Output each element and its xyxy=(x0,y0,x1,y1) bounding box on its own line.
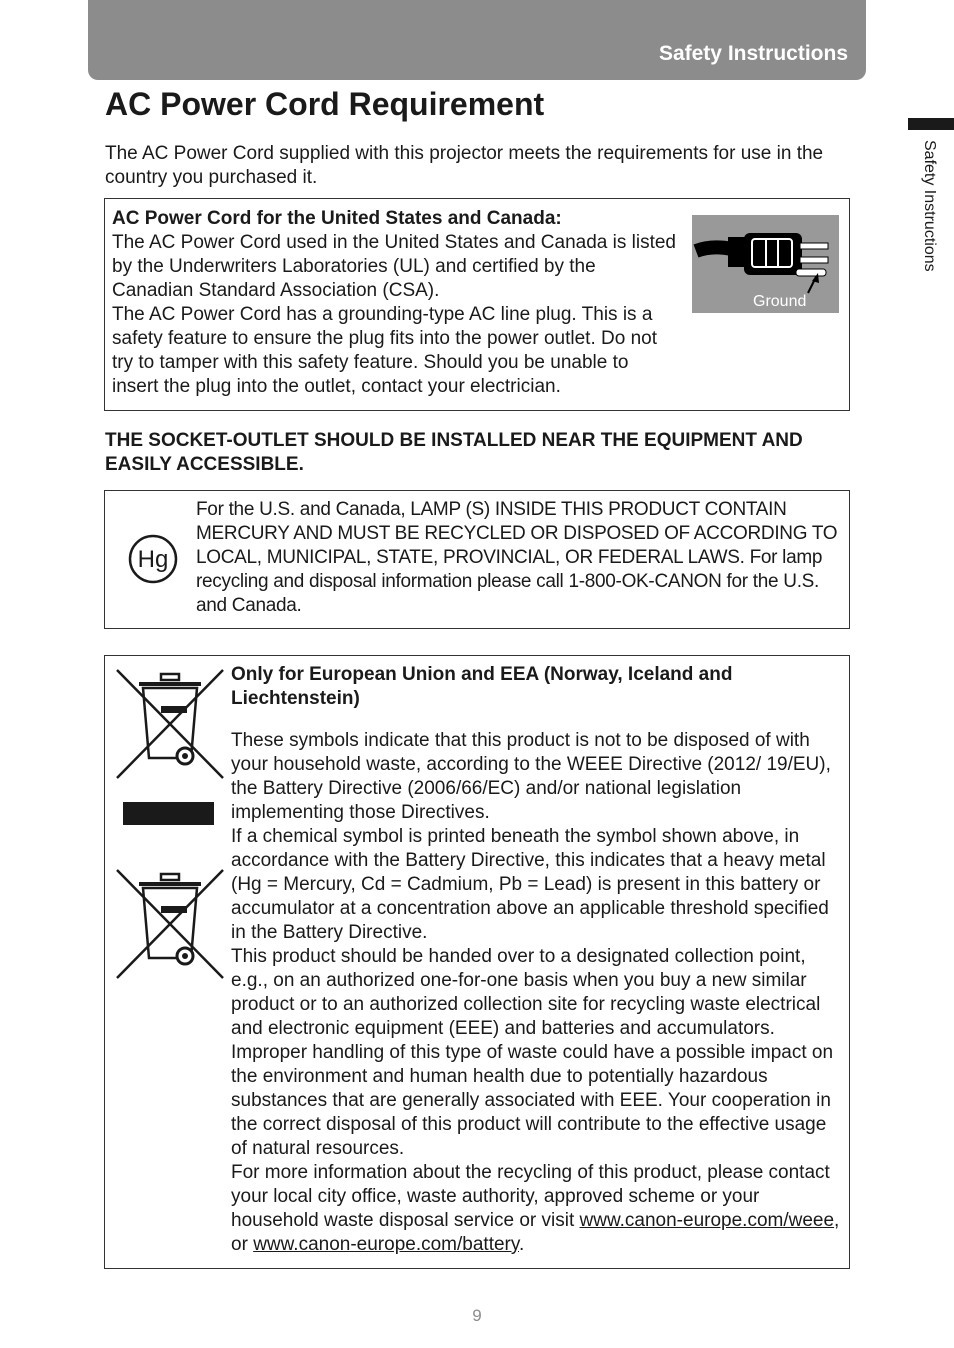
end-period: . xyxy=(518,1234,525,1255)
eu-paragraph-2: If a chemical symbol is printed beneath the symbol shown above, in accordance with the Battery Directive, this indicates that a heavy metal (Hg = Mercury, Cd = Cadmium, Pb = Lead) is present in this battery or accumulator at a concentration above an applicable threshold specified in the Battery Directive. xyxy=(231,826,829,943)
page-number: 9 xyxy=(472,1306,482,1325)
eu-heading: Only for European Union and EEA (Norway, Iceland and Liechtenstein) xyxy=(231,664,733,709)
ground-label: Ground xyxy=(753,293,807,310)
eu-weee-box xyxy=(104,655,850,1269)
section-title: Safety Instructions xyxy=(658,42,848,65)
eu-paragraph-4-text: For more information about the recycling of this product, please contact your local city office, waste authority, approved scheme or your household waste disposal service or visit xyxy=(231,1162,830,1231)
us-canada-paragraph-1: The AC Power Cord used in the United States and Canada is listed by the Underwriters Laboratories (UL) and certified by the Canadian Standard Association (CSA). xyxy=(112,232,676,301)
link-separator: , or xyxy=(231,1210,840,1255)
us-canada-box xyxy=(104,198,850,411)
header-bar xyxy=(88,0,866,80)
crossed-out-bin-icon xyxy=(111,666,227,782)
us-canada-paragraph-2: The AC Power Cord has a grounding-type AC line plug. This is a safety feature to ensure the plug fits into the power outlet. Do not try to tamper with this safety feature. Should you be unable to insert the plug into the outlet, contact your electrician. xyxy=(112,304,657,397)
mercury-notice-box xyxy=(104,490,850,629)
side-tab-label[interactable]: Safety Instructions xyxy=(921,140,938,272)
crossed-out-bin-icon xyxy=(111,866,227,982)
side-tab-marker xyxy=(908,118,954,130)
mercury-notice-text: For the U.S. and Canada, LAMP (S) INSIDE THIS PRODUCT CONTAIN MERCURY AND MUST BE RECYCLED OR DISPOSED OF ACCORDING TO LOCAL, MUNICIPAL, STATE, PROVINCIAL, OR FEDERAL LAWS. For lamp recycling and disposal information please call 1-800-OK-CANON for the U.S. and Canada. xyxy=(196,499,838,616)
grounding-plug-image xyxy=(692,215,839,313)
battery-link[interactable]: www.canon-europe.com/battery xyxy=(253,1234,519,1255)
weee-link[interactable]: www.canon-europe.com/weee xyxy=(579,1210,835,1231)
us-canada-heading: AC Power Cord for the United States and Canada: xyxy=(112,208,562,229)
intro-paragraph: The AC Power Cord supplied with this projector meets the requirements for use in the country you purchased it. xyxy=(105,143,824,188)
us-canada-text xyxy=(112,207,677,399)
eu-paragraph-1: These symbols indicate that this product is not to be disposed of with your household waste, according to the WEEE Directive (2012/ 19/EU), the Battery Directive (2006/66/EC) and/or national legislation implementing those Directives. xyxy=(231,730,831,823)
eu-paragraph-3: This product should be handed over to a designated collection point, e.g., on an authorized one-for-one basis when you buy a new similar product or to an authorized collection site for recycling waste electrical and electronic equipment (EEE) and batteries and accumulators. Improper handling of this type of waste could have a possible impact on the environment and human health due to potentially hazardous substances that are generally associated with EEE. Your cooperation in the correct disposal of this product will contribute to the effective usage of natural resources. xyxy=(231,946,834,1159)
mercury-hg-icon xyxy=(127,533,179,585)
eu-body xyxy=(231,729,843,1257)
socket-outlet-notice: THE SOCKET-OUTLET SHOULD BE INSTALLED NEAR THE EQUIPMENT AND EASILY ACCESSIBLE. xyxy=(105,430,803,475)
eu-paragraph-4 xyxy=(231,1161,843,1257)
svg-text:Hg: Hg xyxy=(137,546,169,573)
page-title: AC Power Cord Requirement xyxy=(105,86,545,122)
symbol-separator-bar xyxy=(123,802,214,825)
